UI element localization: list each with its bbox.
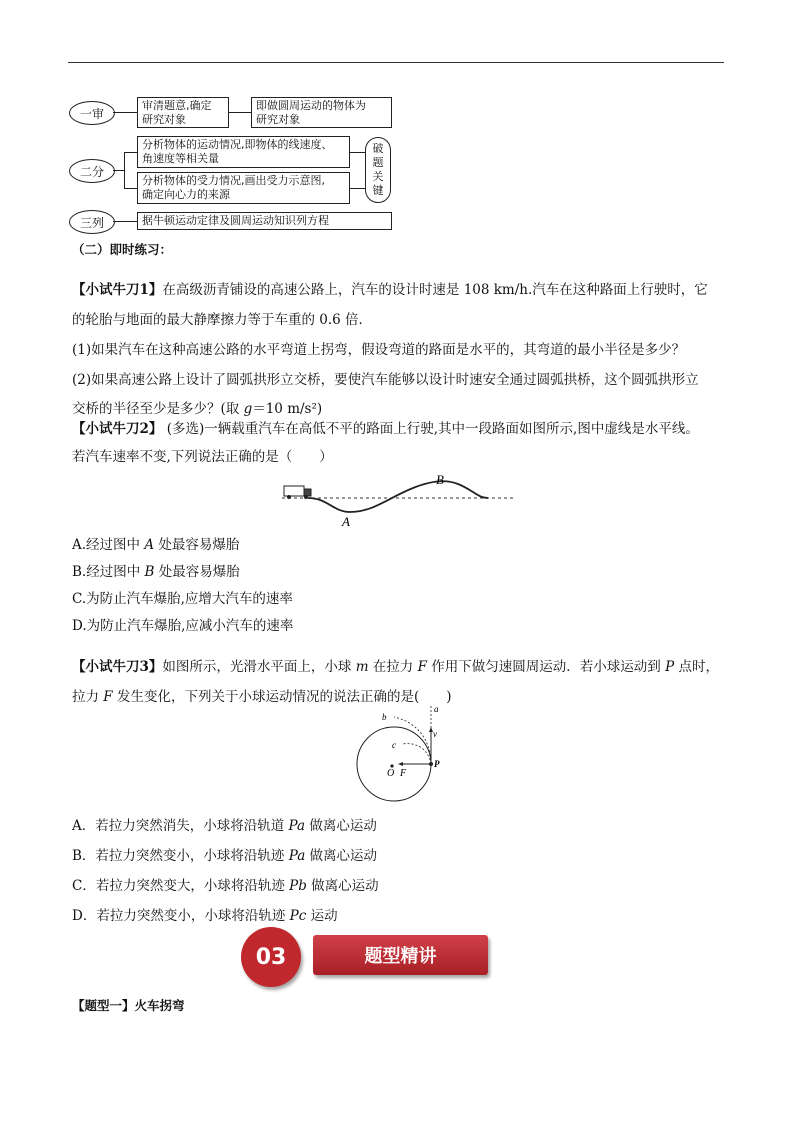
connector — [350, 152, 365, 153]
key-char: 键 — [372, 184, 384, 197]
question-line: 若汽车速率不变,下列说法正确的是（ ） — [72, 449, 333, 465]
option-C — [72, 876, 379, 896]
option-text: 处最容易爆胎 — [154, 537, 240, 553]
connector — [113, 112, 137, 113]
question-line — [72, 419, 699, 439]
label-c: c — [392, 740, 396, 750]
question-tag: 【小试牛刀2】 — [72, 421, 163, 437]
ball-P — [429, 762, 433, 766]
question-line: (1)如果汽车在这种高速公路的水平弯道上拐弯，假设弯道的路面是水平的，其弯道的最小半径是多少？ — [72, 342, 686, 358]
variable: m — [355, 659, 369, 675]
variable: Pc — [289, 908, 307, 924]
variable: A — [144, 537, 155, 553]
key-char: 破 — [372, 142, 384, 155]
flow-box-text: 确定向心力的来源 — [142, 188, 230, 201]
question-text: 发生变化，下列关于小球运动情况的说法正确的是( ) — [112, 689, 452, 705]
option-A — [72, 816, 377, 836]
flow-box-text: 研究对象 — [142, 113, 186, 126]
option-text: A．若拉力突然消失，小球将沿轨道 — [72, 818, 289, 834]
connector — [113, 221, 137, 222]
flow-box-3 — [137, 212, 392, 230]
section-heading-type1: 【题型一】火车拐弯 — [72, 998, 185, 1013]
road-curve — [308, 481, 488, 512]
trajectory-Pb — [394, 717, 431, 764]
option-text: 做离心运动 — [306, 878, 379, 894]
question-text: 在拉力 — [368, 659, 418, 675]
variable: Pa — [288, 818, 306, 834]
label-A: A — [342, 514, 350, 529]
key-oval — [365, 137, 391, 203]
flow-box-text: 研究对象 — [256, 113, 300, 126]
variable: B — [144, 564, 155, 580]
option-A — [72, 535, 239, 555]
question-text: ＝10 m/s²) — [252, 401, 323, 417]
question-line — [72, 280, 708, 300]
option-text: 做离心运动 — [305, 818, 377, 834]
option-B — [72, 562, 240, 582]
label-B: B — [436, 472, 444, 487]
question-text: 点时， — [674, 659, 719, 675]
question-text: (多选)一辆载重汽车在高低不平的路面上行驶,其中一段路面如图所示,图中虚线是水平线。 — [162, 421, 699, 437]
label-F: F — [400, 768, 407, 779]
connector — [124, 152, 137, 153]
question-text: 在高级沥青铺设的高速公路上，汽车的设计时速是 108 km/h.汽车在这种路面上行驶时，它 — [162, 282, 708, 298]
step-oval-1: 一审 — [69, 101, 115, 125]
option-C: C.为防止汽车爆胎,应增大汽车的速率 — [72, 591, 293, 607]
step-oval-3: 三列 — [69, 210, 115, 234]
question-text: 拉力 — [72, 689, 104, 705]
connector — [124, 188, 137, 189]
question-line: 的轮胎与地面的最大静摩擦力等于车重的 0.6 倍． — [72, 312, 373, 328]
variable: Pa — [288, 848, 306, 864]
question-text: 作用下做匀速圆周运动．若小球运动到 — [426, 659, 666, 675]
question-line — [72, 657, 719, 677]
option-text: 运动 — [306, 908, 338, 924]
label-v: v — [433, 729, 437, 739]
flow-box-text: 即做圆周运动的物体为 — [256, 99, 366, 112]
connector — [229, 112, 251, 113]
flow-box-1a — [137, 97, 229, 128]
force-arrowhead — [398, 762, 403, 766]
question-text: 交桥的半径至少是多少？(取 — [72, 401, 244, 417]
label-P: P — [434, 759, 440, 769]
flow-box-text: 分析物体的受力情况,画出受力示意图, — [142, 174, 325, 187]
road-figure — [278, 470, 523, 530]
label-b: b — [382, 712, 387, 722]
flow-box-2a — [137, 136, 350, 168]
key-char: 关 — [372, 170, 384, 183]
variable: F — [417, 659, 427, 675]
option-text: B.经过图中 — [72, 564, 145, 580]
truck-icon — [284, 486, 311, 499]
connector — [113, 170, 124, 171]
option-text: 处最容易爆胎 — [154, 564, 240, 580]
flow-box-text: 审清题意,确定 — [142, 99, 212, 112]
question-line: (2)如果高速公路上设计了圆弧拱形立交桥，要使汽车能够以设计时速安全通过圆弧拱桥，这个圆弧拱形立 — [72, 372, 699, 388]
option-text: C．若拉力突然变大，小球将沿轨迹 — [72, 878, 290, 894]
flow-box-1b — [251, 97, 392, 128]
variable: g — [243, 401, 253, 417]
flow-box-text: 据牛顿运动定律及圆周运动知识列方程 — [142, 214, 329, 227]
flow-box-text: 分析物体的运动情况,即物体的线速度、 — [142, 138, 333, 151]
option-D: D.为防止汽车爆胎,应减小汽车的速率 — [72, 618, 294, 634]
section-heading-practice: （二）即时练习： — [72, 242, 173, 257]
option-D — [72, 906, 338, 926]
question-tag: 【小试牛刀1】 — [72, 282, 163, 298]
banner-title: 题型精讲 — [313, 935, 488, 975]
option-text: 做离心运动 — [305, 848, 378, 864]
step-oval-2: 二分 — [69, 159, 115, 183]
question-text: 如图所示，光滑水平面上，小球 — [162, 659, 356, 675]
connector — [124, 152, 125, 188]
flow-box-text: 角速度等相关量 — [142, 152, 219, 165]
banner-number: 03 — [241, 927, 301, 987]
variable: F — [103, 689, 113, 705]
question-tag: 【小试牛刀3】 — [72, 659, 163, 675]
header-rule — [68, 62, 724, 63]
variable: P — [665, 659, 675, 675]
label-O: O — [387, 768, 395, 779]
option-text: B．若拉力突然变小，小球将沿轨迹 — [72, 848, 289, 864]
flow-box-2b — [137, 172, 350, 204]
question-line — [72, 399, 322, 419]
variable: Pb — [289, 878, 307, 894]
circular-motion-figure — [352, 700, 462, 808]
option-text: A.经过图中 — [72, 537, 145, 553]
option-text: D．若拉力突然变小，小球将沿轨迹 — [72, 908, 290, 924]
label-a: a — [434, 704, 439, 714]
option-B — [72, 846, 377, 866]
connector — [350, 188, 365, 189]
key-char: 题 — [372, 156, 384, 169]
